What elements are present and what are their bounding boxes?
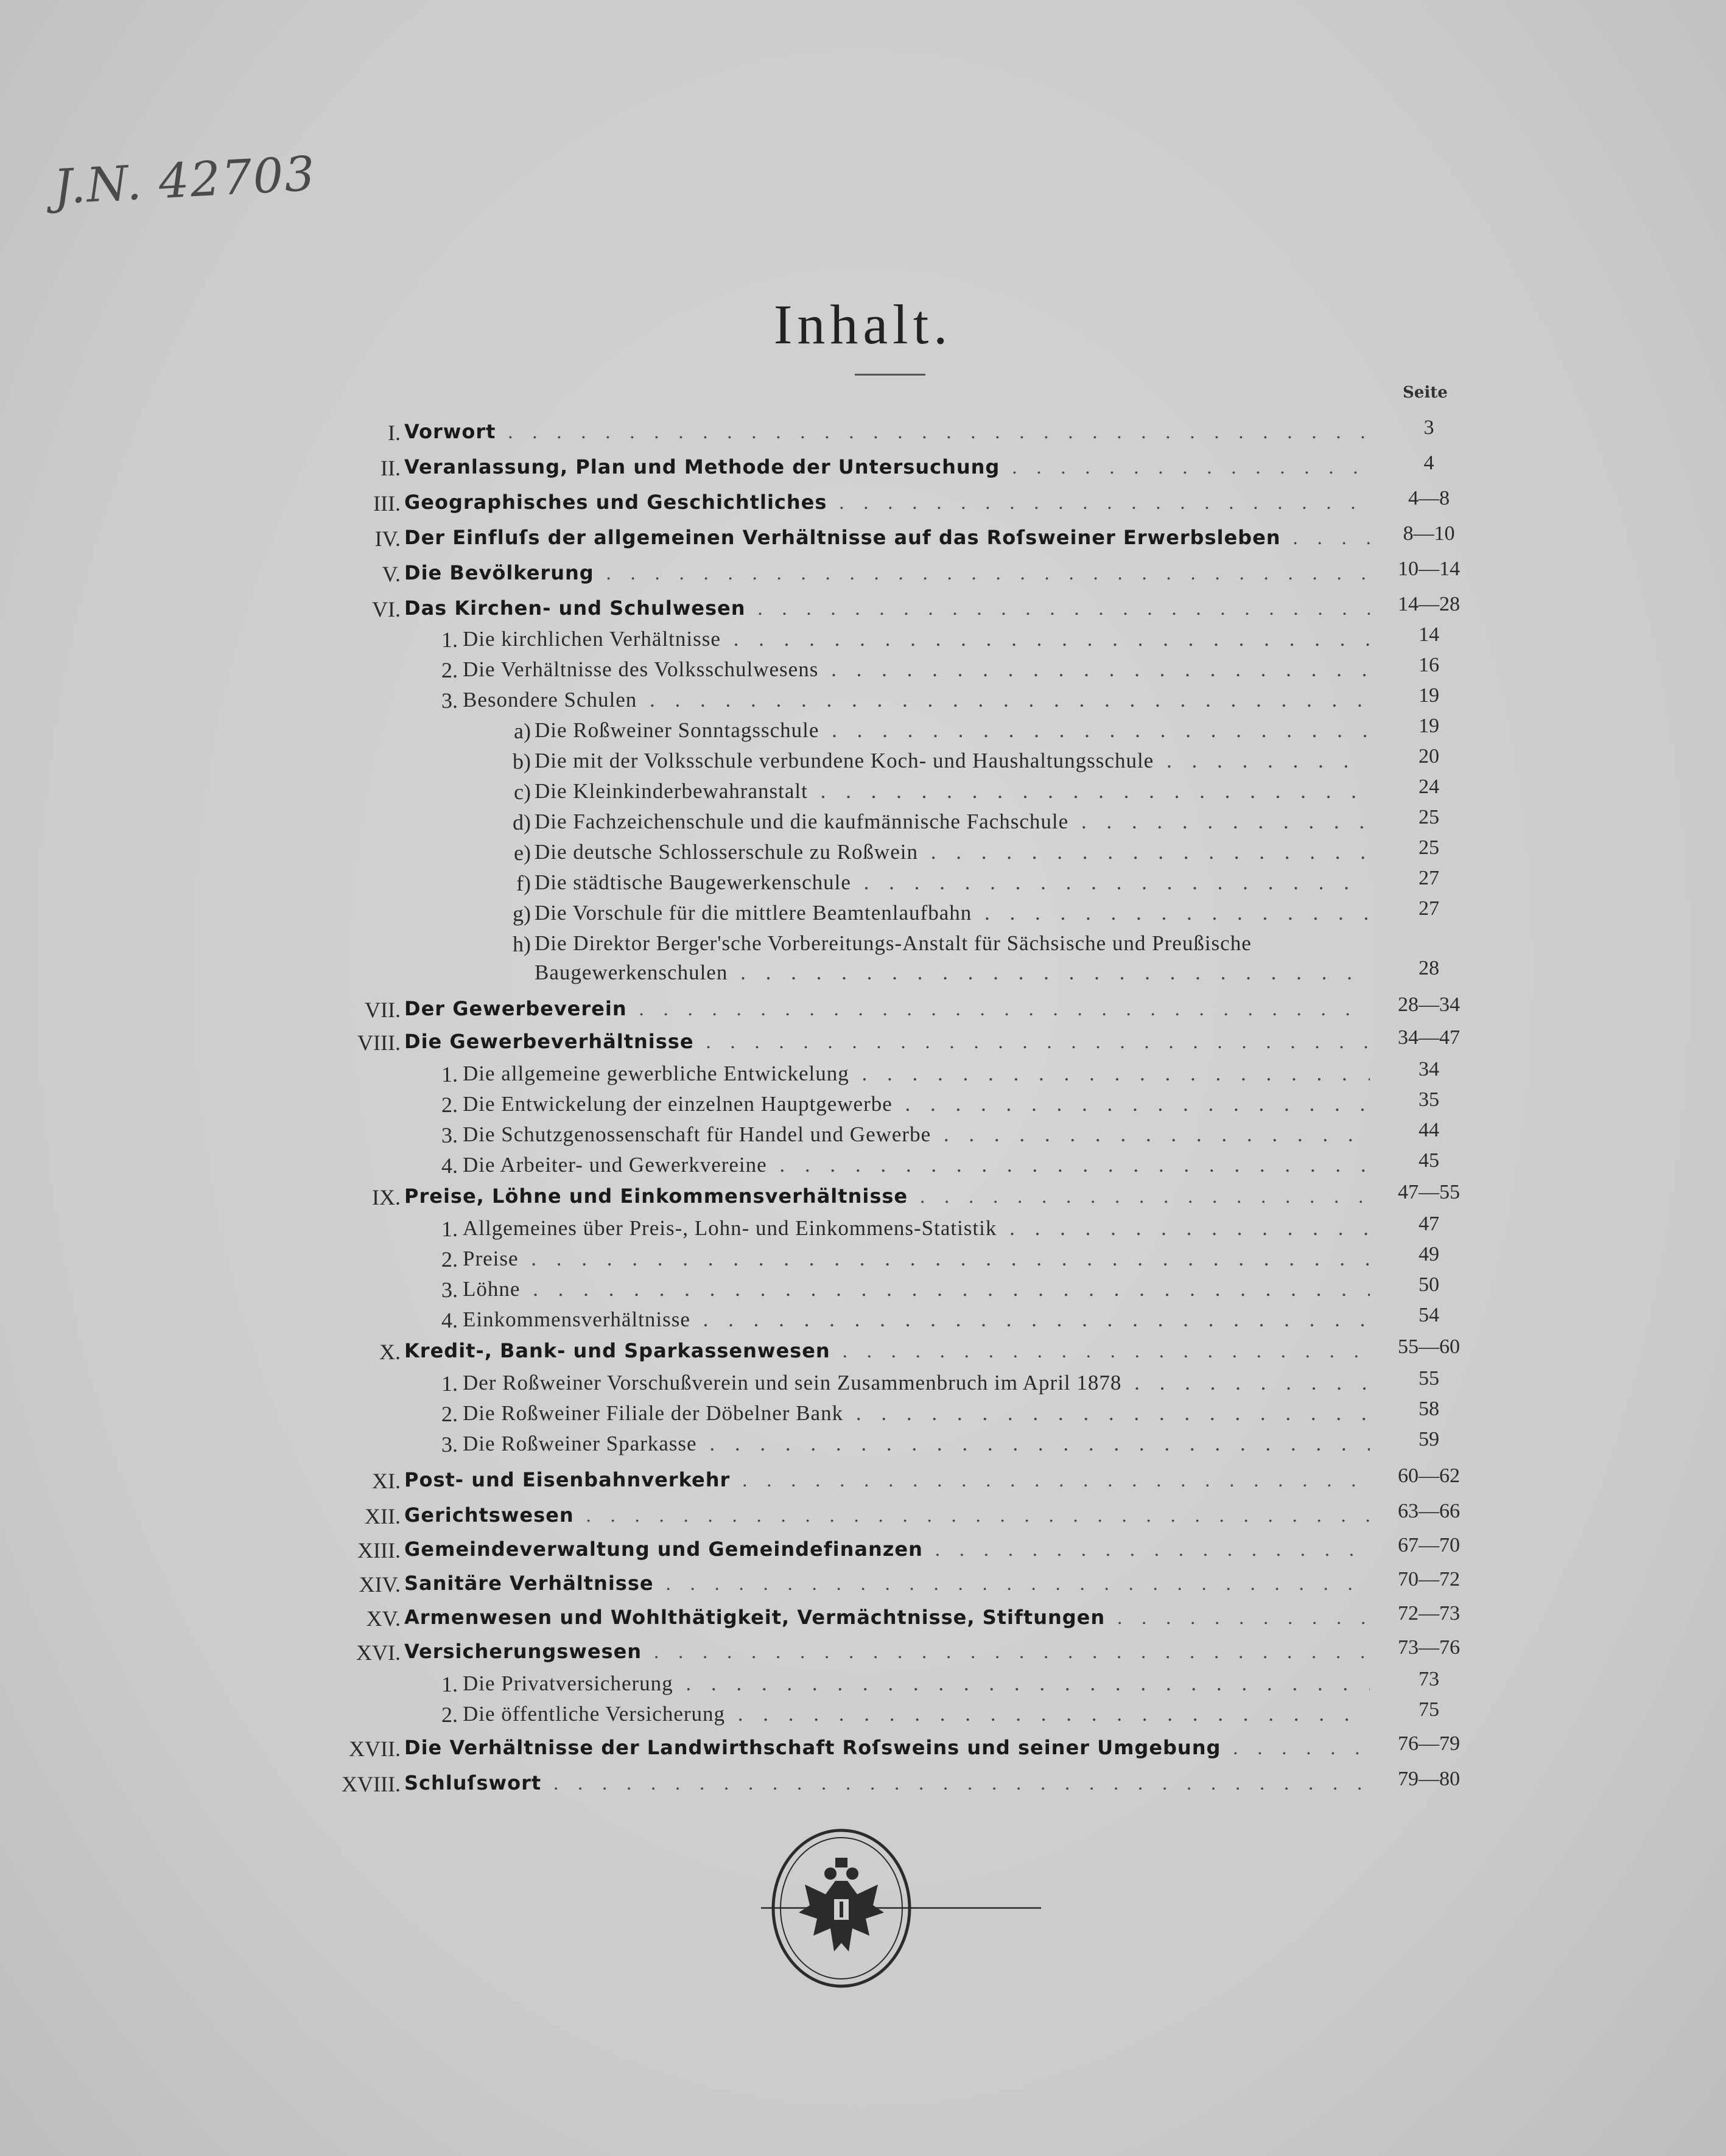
toc-entry-number: f) [516,871,531,895]
toc-page-number: 28 [1419,957,1439,979]
toc-page-number: 4—8 [1408,487,1450,509]
toc-entry-title[interactable]: Baugewerkenschulen . . . [535,961,1370,985]
page-title: Inhalt. [773,293,953,355]
toc-entry-number: I. [388,421,401,445]
toc-entry-number: V. [382,562,401,586]
toc-entry-number: 1. [441,1062,458,1087]
toc-page-number: 14 [1419,623,1439,646]
toc-entry-number: 2. [441,1093,458,1117]
toc-entry-title[interactable]: Schluſswort . . . [404,1771,1370,1794]
toc-entry-number: IV. [374,527,401,551]
toc-entry-title[interactable]: Versicherungswesen . . . [404,1640,1370,1663]
toc-page-number: 79—80 [1398,1768,1460,1790]
toc-entry-title[interactable]: Preise, Löhne und Einkommensverhältnisse . . . [404,1185,1370,1208]
toc-entry-number: 2. [441,1247,458,1272]
toc-entry-title[interactable]: Vorwort . . . [404,420,1370,443]
toc-entry-number: c) [514,780,531,804]
toc-page-number: 72—73 [1398,1602,1460,1625]
toc-page-number: 35 [1419,1088,1439,1111]
toc-page-number: 63—66 [1398,1500,1460,1522]
toc-page-number: 14—28 [1398,593,1460,615]
toc-entry-number: 2. [441,1402,458,1426]
toc-page-number: 73 [1419,1668,1439,1690]
toc-entry-number: 1. [441,1217,458,1241]
toc-page-number: 27 [1419,867,1439,889]
toc-page-number: 34 [1419,1058,1439,1080]
toc-entry-title[interactable]: Die Kleinkinderbewahranstalt . . . [535,779,1370,803]
toc-page-number: 55—60 [1398,1335,1460,1358]
toc-entry-number: 4. [441,1308,458,1332]
toc-entry-title[interactable]: Kredit-, Bank- und Sparkassenwesen . . . [404,1339,1370,1362]
toc-page-number: 58 [1419,1398,1439,1420]
toc-page-number: 47 [1419,1213,1439,1235]
toc-entry-title[interactable]: Die mit der Volksschule verbundene Koch- und Haushaltungsschule . . . [535,749,1370,773]
toc-entry-number: XII. [365,1504,401,1528]
toc-page-number: 60—62 [1398,1465,1460,1487]
toc-page-number: 50 [1419,1273,1439,1296]
toc-page-number: 10—14 [1398,558,1460,580]
toc-entry-title[interactable]: Allgemeines über Preis-, Lohn- und Einkommens-Statistik . . . [463,1216,1370,1241]
toc-entry-number: II. [381,456,401,480]
toc-entry-number: h) [513,932,531,956]
toc-entry-title[interactable]: Preise . . . [463,1247,1370,1271]
toc-page-number: 16 [1419,654,1439,676]
toc-entry-number: 3. [441,1432,458,1457]
toc-entry-number: b) [513,749,531,774]
toc-entry-title[interactable]: Die deutsche Schlosserschule zu Roßwein . . . [535,840,1370,864]
toc-entry-number: XIV. [359,1572,401,1597]
toc-entry-title[interactable]: Die Verhältnisse des Volksschulwesens . . . [463,657,1370,682]
toc-entry-number: 3. [441,1123,458,1147]
toc-page-number: 47—55 [1398,1181,1460,1203]
toc-entry-number: e) [514,841,531,865]
toc-entry-title[interactable]: Die Roßweiner Filiale der Döbelner Bank . . . [463,1401,1370,1426]
toc-entry-title[interactable]: Die Roßweiner Sonntagsschule . . . [535,718,1370,743]
toc-entry-number: X. [379,1340,401,1364]
toc-page-number: 25 [1419,806,1439,828]
toc-entry-number: XI. [372,1469,401,1493]
toc-page-number: 55 [1419,1367,1439,1390]
toc-entry-number: VI. [372,597,401,621]
toc-entry-title[interactable]: Die Bevölkerung . . . [404,561,1370,584]
toc-page-number: 3 [1423,416,1434,439]
page-column-header: Seite [1403,383,1448,402]
toc-entry-title[interactable]: Die Roßweiner Sparkasse . . . [463,1432,1370,1456]
toc-entry-number: g) [513,901,531,926]
toc-entry-number: XV. [366,1606,401,1631]
toc-page-number: 34—47 [1398,1026,1460,1049]
toc-entry-title[interactable]: Der Roßweiner Vorschußverein und sein Zusammenbruch im April 1878 . . . [463,1371,1370,1395]
toc-entry-number: XVII. [349,1737,401,1761]
toc-entry-title[interactable]: Gemeindeverwaltung und Gemeindefinanzen . . . [404,1538,1370,1561]
toc-entry-title[interactable]: Die Vorschule für die mittlere Beamtenlaufbahn . . . [535,901,1370,925]
toc-entry-number: 1. [441,628,458,652]
toc-entry-title[interactable]: Die städtische Baugewerkenschule . . . [535,870,1370,895]
toc-page-number: 19 [1419,684,1439,707]
toc-entry-title[interactable]: Die Entwickelung der einzelnen Hauptgewerbe . . . [463,1092,1370,1116]
toc-entry-number: 2. [441,658,458,682]
toc-entry-title[interactable]: Die Arbeiter- und Gewerkvereine . . . [463,1153,1370,1177]
toc-entry-title[interactable]: Besondere Schulen . . . [463,688,1370,712]
toc-entry-title[interactable]: Armenwesen und Wohlthätigkeit, Vermächtnisse, Stiftungen . . . [404,1606,1370,1629]
toc-page-number: 27 [1419,897,1439,920]
toc-page-number: 19 [1419,715,1439,737]
toc-entry-title[interactable]: Die Fachzeichenschule und die kaufmännische Fachschule . . . [535,810,1370,834]
toc-page-number: 54 [1419,1304,1439,1326]
handwritten-shelfmark: J.N. 42703 [52,146,318,215]
toc-entry-title[interactable]: Der Einfluſs der allgemeinen Verhältnisse auf das Roſsweiner Erwerbsleben . . . [404,526,1370,549]
toc-entry-title[interactable]: Die Gewerbeverhältnisse . . . [404,1030,1370,1053]
toc-entry-title[interactable]: Veranlassung, Plan und Methode der Untersuchung . . . [404,455,1370,478]
toc-page-number: 45 [1419,1149,1439,1172]
toc-entry-title[interactable]: Sanitäre Verhältnisse . . . [404,1572,1370,1595]
toc-entry-title[interactable]: Die öffentliche Versicherung . . . [463,1702,1370,1726]
toc-entry-title[interactable]: Löhne . . . [463,1277,1370,1301]
toc-page-number: 8—10 [1403,522,1455,545]
toc-entry-number: a) [514,719,531,743]
toc-entry-number: d) [513,810,531,835]
toc-page-number: 70—72 [1398,1568,1460,1591]
toc-page-number: 67—70 [1398,1534,1460,1556]
library-stamp-icon [768,1820,914,1990]
toc-entry-title[interactable]: Der Gewerbeverein . . . [404,997,1370,1020]
toc-page-number: 75 [1419,1698,1439,1721]
toc-page-number: 24 [1419,775,1439,798]
toc-entry-number: VIII. [357,1031,401,1055]
toc-entry-title[interactable]: Geographisches und Geschichtliches . . . [404,491,1370,514]
toc-entry-number: 1. [441,1371,458,1396]
toc-entry-number: 3. [441,688,458,713]
toc-entry-title[interactable]: Die Privatversicherung . . . [463,1671,1370,1696]
toc-entry-number: XIII. [357,1538,401,1563]
toc-page-number: 44 [1419,1119,1439,1141]
toc-entry-title[interactable]: Die Verhältnisse der Landwirthschaft Roſsweins und seiner Umgebung . . . [404,1736,1370,1759]
toc-entry-number: VII. [365,998,401,1022]
toc-page-number: 76—79 [1398,1732,1460,1755]
toc-entry-title[interactable]: Post- und Eisenbahnverkehr . . . [404,1468,1370,1491]
toc-entry-title[interactable]: Die kirchlichen Verhältnisse . . . [463,627,1370,651]
toc-entry-title[interactable]: Die Direktor Berger'sche Vorbereitungs-Anstalt für Sächsische und Preußische [535,931,1252,955]
toc-entry-number: 4. [441,1153,458,1178]
toc-page-number: 49 [1419,1243,1439,1265]
toc-entry-number: XVIII. [342,1772,401,1796]
toc-entry-number: IX. [372,1185,401,1209]
toc-entry-title[interactable]: Gerichtswesen . . . [404,1503,1370,1527]
toc-page-number: 73—76 [1398,1636,1460,1659]
toc-entry-title[interactable]: Die allgemeine gewerbliche Entwickelung . . . [463,1062,1370,1086]
toc-entry-title[interactable]: Einkommensverhältnisse . . . [463,1307,1370,1332]
toc-page-number: 28—34 [1398,993,1460,1016]
toc-entry-number: XVI. [356,1640,401,1665]
toc-entry-number: 1. [441,1672,458,1696]
toc-entry-number: 2. [441,1703,458,1727]
toc-page-number: 59 [1419,1428,1439,1451]
toc-entry-number: III. [373,491,401,516]
toc-entry-title[interactable]: Die Schutzgenossenschaft für Handel und Gewerbe . . . [463,1122,1370,1147]
toc-entry-number: 3. [441,1278,458,1302]
toc-page-number: 20 [1419,745,1439,768]
toc-page-number: 25 [1419,836,1439,859]
toc-page-number: 4 [1423,452,1434,474]
toc-entry-title[interactable]: Das Kirchen- und Schulwesen . . . [404,597,1370,620]
